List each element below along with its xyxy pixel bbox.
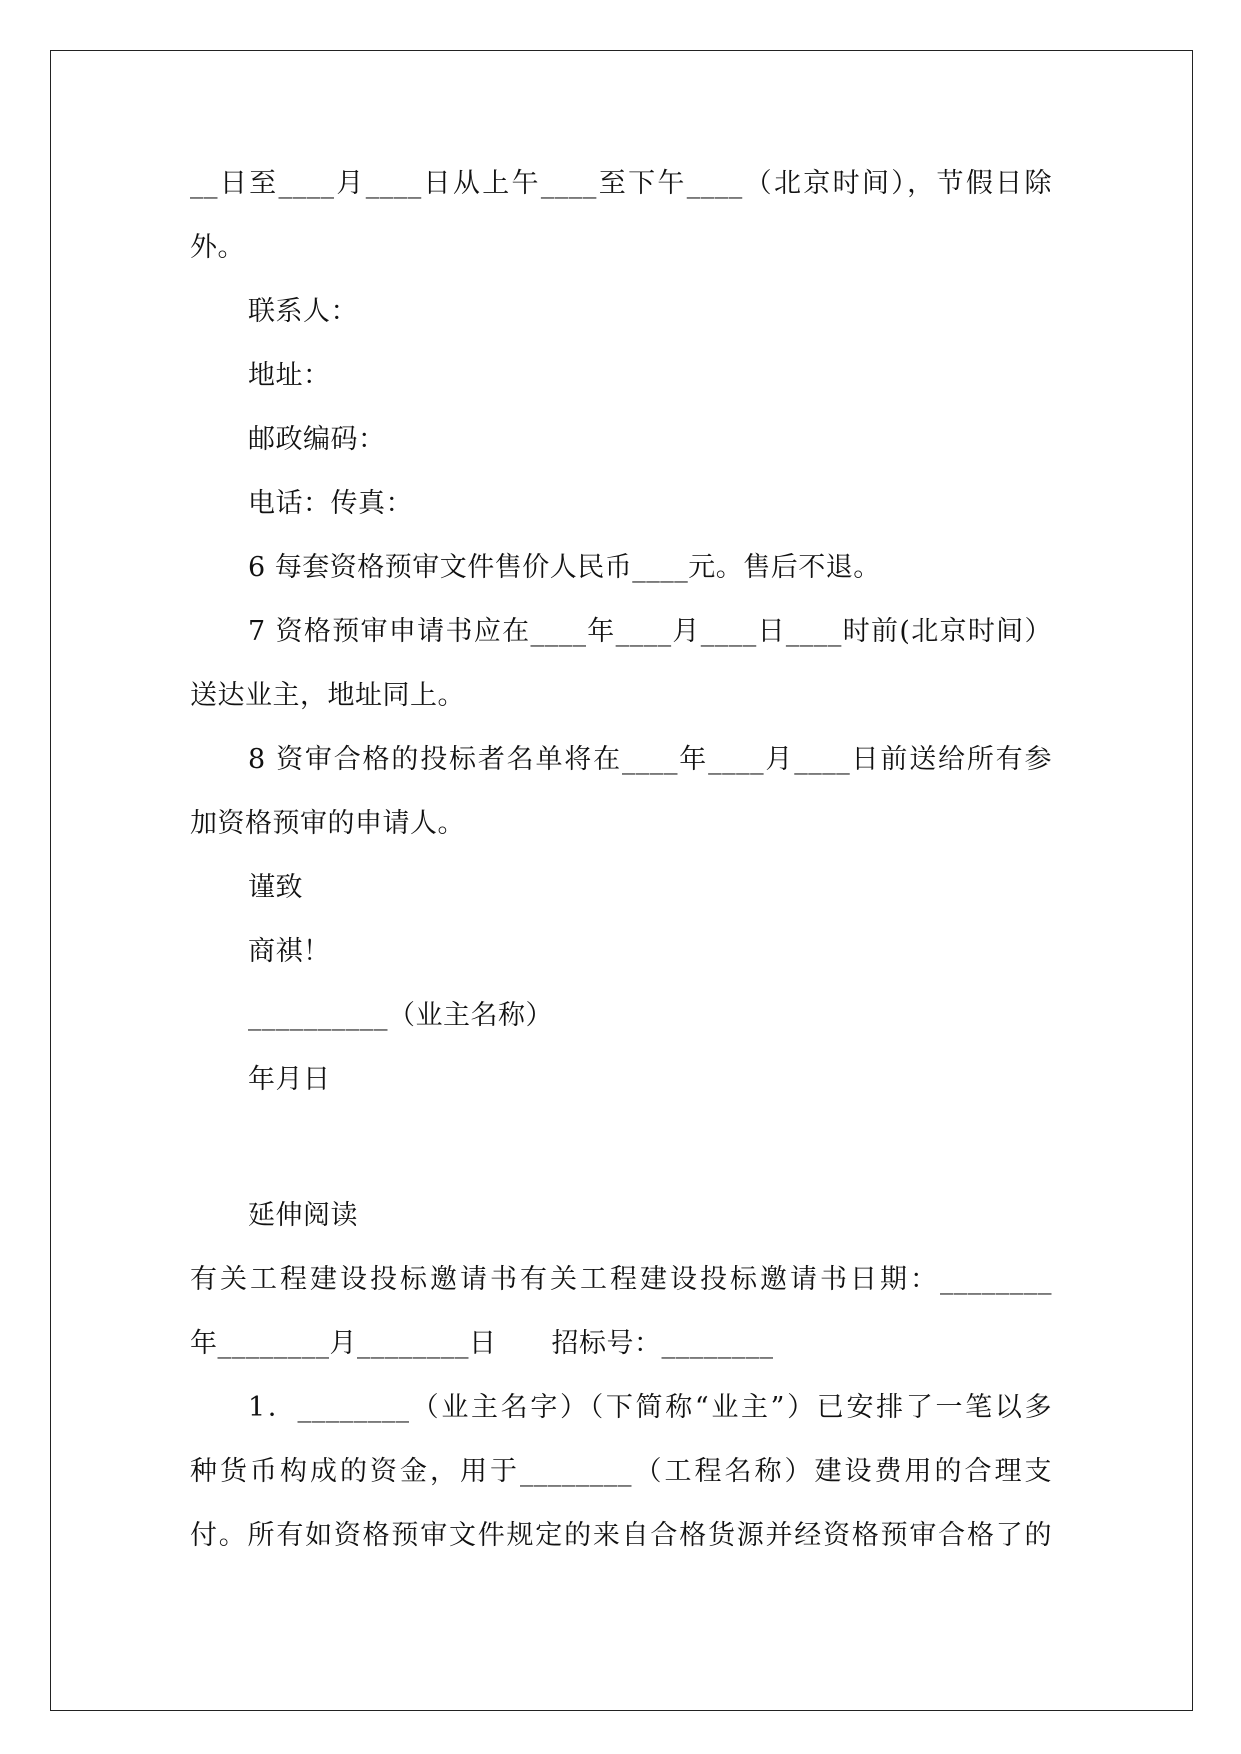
signature-date: 年月日	[248, 1064, 331, 1095]
item-6-price: 6 每套资格预审文件售价人民币____元。售后不退。	[248, 552, 881, 583]
closing-wish: 商祺！	[248, 936, 331, 967]
invitation-date-bid-number: 年________月________日 招标号：________	[190, 1328, 774, 1359]
owner-name-signature: __________（业主名称）	[248, 1000, 553, 1031]
postal-code-label: 邮政编码：	[248, 424, 386, 455]
item-8-continuation: 加资格预审的申请人。	[190, 808, 465, 839]
clause-1-end: 付。所有如资格预审文件规定的来自合格货源并经资格预审合格了的	[190, 1520, 1052, 1551]
text-line-continuation-end: 外。	[190, 232, 245, 263]
invitation-title-date: 有关工程建设投标邀请书有关工程建设投标邀请书日期：________	[190, 1264, 1052, 1295]
item-8-qualified-list: 8 资审合格的投标者名单将在____年____月____日前送给所有参	[248, 744, 1052, 775]
clause-1-start: 1．________（业主名字）（下简称“业主”）已安排了一笔以多	[248, 1392, 1052, 1423]
clause-1-middle: 种货币构成的资金，用于________（工程名称）建设费用的合理支	[190, 1456, 1052, 1487]
address-label: 地址：	[248, 360, 331, 391]
phone-fax-label: 电话：传真：	[248, 488, 413, 519]
text-line-continuation: __日至____月____日从上午____至下午____（北京时间），节假日除	[190, 168, 1052, 199]
closing-salutation: 谨致	[248, 872, 303, 903]
item-7-continuation: 送达业主，地址同上。	[190, 680, 465, 711]
extended-reading-heading: 延伸阅读	[248, 1200, 358, 1231]
item-7-deadline: 7 资格预审申请书应在____年____月____日____时前(北京时间）	[248, 616, 1052, 647]
contact-person-label: 联系人：	[248, 296, 358, 327]
